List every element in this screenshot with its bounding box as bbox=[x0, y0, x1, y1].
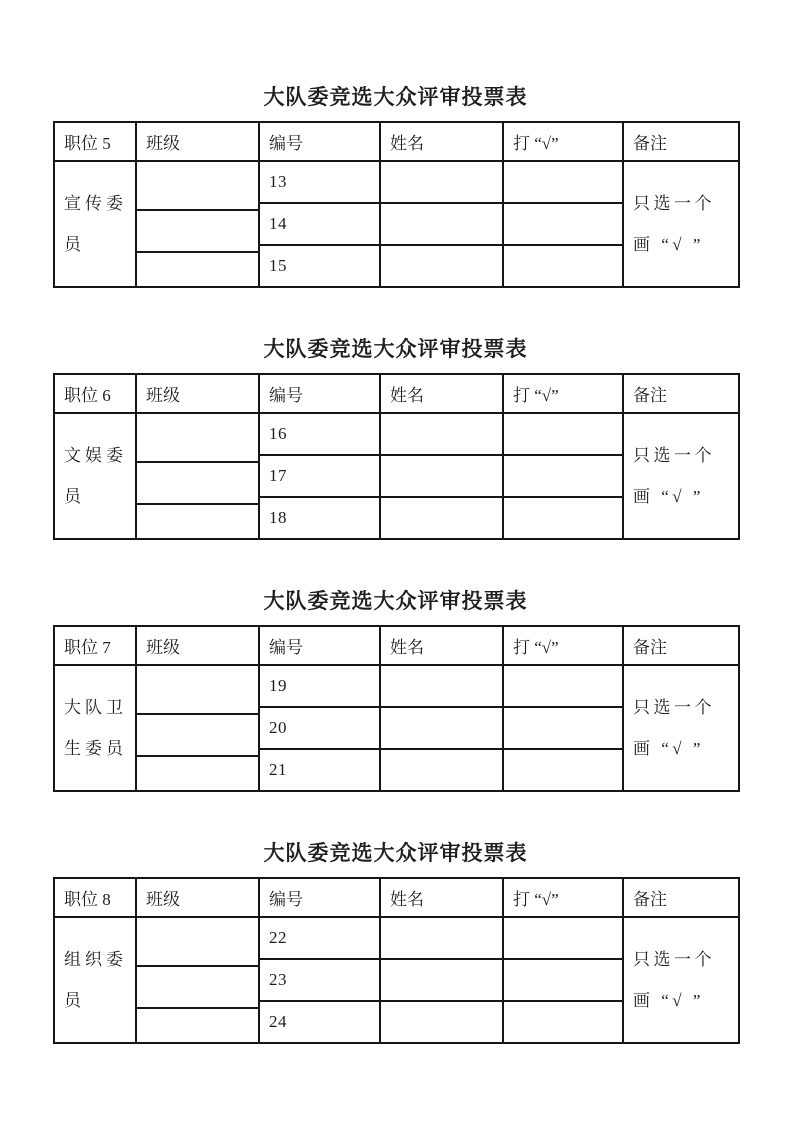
class-cell-divider bbox=[137, 503, 258, 505]
header-remark-cell: 备注 bbox=[623, 374, 739, 413]
vote-table-section-2 bbox=[53, 336, 738, 540]
class-cell-divider bbox=[137, 251, 258, 253]
header-tick-cell: 打 “√” bbox=[503, 626, 623, 665]
header-position-cell: 职位 8 bbox=[54, 878, 136, 917]
candidate-number-cell: 14 bbox=[259, 203, 380, 245]
remark-note-cell bbox=[623, 161, 739, 287]
header-class-cell: 班级 bbox=[136, 626, 259, 665]
header-name-cell: 姓名 bbox=[380, 122, 503, 161]
header-tick-cell: 打 “√” bbox=[503, 374, 623, 413]
voting-table bbox=[53, 373, 740, 540]
tick-fill-cell[interactable] bbox=[503, 1001, 623, 1043]
header-tick-cell: 打 “√” bbox=[503, 878, 623, 917]
class-fill-cell[interactable] bbox=[136, 413, 259, 539]
name-fill-cell[interactable] bbox=[380, 455, 503, 497]
remark-note-cell bbox=[623, 917, 739, 1043]
remark-line-2: 画 “√ ” bbox=[633, 991, 704, 1010]
remark-line-1: 只选一个 bbox=[633, 194, 715, 213]
header-name-cell: 姓名 bbox=[380, 878, 503, 917]
tick-fill-cell[interactable] bbox=[503, 161, 623, 203]
candidate-number-cell: 22 bbox=[259, 917, 380, 959]
class-cell-divider bbox=[137, 1007, 258, 1009]
header-class-cell: 班级 bbox=[136, 878, 259, 917]
name-fill-cell[interactable] bbox=[380, 203, 503, 245]
name-fill-cell[interactable] bbox=[380, 665, 503, 707]
class-cell-divider bbox=[137, 755, 258, 757]
name-fill-cell[interactable] bbox=[380, 707, 503, 749]
vote-table-section-4 bbox=[53, 840, 738, 1044]
tick-fill-cell[interactable] bbox=[503, 203, 623, 245]
name-fill-cell[interactable] bbox=[380, 1001, 503, 1043]
header-tick-cell: 打 “√” bbox=[503, 122, 623, 161]
candidate-number-cell: 21 bbox=[259, 749, 380, 791]
tick-fill-cell[interactable] bbox=[503, 749, 623, 791]
tick-fill-cell[interactable] bbox=[503, 917, 623, 959]
header-class-cell: 班级 bbox=[136, 122, 259, 161]
candidate-number-cell: 20 bbox=[259, 707, 380, 749]
table-title: 大队委竞选大众评审投票表 bbox=[263, 337, 528, 361]
remark-line-2: 画 “√ ” bbox=[633, 739, 704, 758]
name-fill-cell[interactable] bbox=[380, 917, 503, 959]
candidate-number-cell: 18 bbox=[259, 497, 380, 539]
header-remark-cell: 备注 bbox=[623, 878, 739, 917]
table-title: 大队委竞选大众评审投票表 bbox=[263, 589, 528, 613]
header-number-cell: 编号 bbox=[259, 878, 380, 917]
name-fill-cell[interactable] bbox=[380, 749, 503, 791]
class-cell-divider bbox=[137, 713, 258, 715]
name-fill-cell[interactable] bbox=[380, 959, 503, 1001]
remark-line-2: 画 “√ ” bbox=[633, 235, 704, 254]
name-fill-cell[interactable] bbox=[380, 161, 503, 203]
tick-fill-cell[interactable] bbox=[503, 665, 623, 707]
position-name-cell: 文娱委员 bbox=[54, 413, 136, 539]
header-remark-cell: 备注 bbox=[623, 626, 739, 665]
tick-fill-cell[interactable] bbox=[503, 707, 623, 749]
tick-fill-cell[interactable] bbox=[503, 497, 623, 539]
voting-table bbox=[53, 121, 740, 288]
header-name-cell: 姓名 bbox=[380, 626, 503, 665]
header-position-cell: 职位 6 bbox=[54, 374, 136, 413]
class-cell-divider bbox=[137, 209, 258, 211]
candidate-number-cell: 19 bbox=[259, 665, 380, 707]
class-cell-divider bbox=[137, 461, 258, 463]
header-class-cell: 班级 bbox=[136, 374, 259, 413]
header-number-cell: 编号 bbox=[259, 122, 380, 161]
vote-table-section-3 bbox=[53, 588, 738, 792]
remark-note-cell bbox=[623, 413, 739, 539]
tick-fill-cell[interactable] bbox=[503, 455, 623, 497]
header-position-cell: 职位 5 bbox=[54, 122, 136, 161]
name-fill-cell[interactable] bbox=[380, 497, 503, 539]
vote-table-section-1 bbox=[53, 84, 738, 288]
candidate-number-cell: 17 bbox=[259, 455, 380, 497]
remark-line-2: 画 “√ ” bbox=[633, 487, 704, 506]
candidate-number-cell: 15 bbox=[259, 245, 380, 287]
tick-fill-cell[interactable] bbox=[503, 413, 623, 455]
voting-table bbox=[53, 877, 740, 1044]
name-fill-cell[interactable] bbox=[380, 245, 503, 287]
position-name-cell: 大队卫生委员 bbox=[54, 665, 136, 791]
header-number-cell: 编号 bbox=[259, 374, 380, 413]
header-remark-cell: 备注 bbox=[623, 122, 739, 161]
class-cell-divider bbox=[137, 965, 258, 967]
tick-fill-cell[interactable] bbox=[503, 245, 623, 287]
tick-fill-cell[interactable] bbox=[503, 959, 623, 1001]
class-fill-cell[interactable] bbox=[136, 665, 259, 791]
candidate-number-cell: 24 bbox=[259, 1001, 380, 1043]
position-name-cell: 宣传委员 bbox=[54, 161, 136, 287]
table-title: 大队委竞选大众评审投票表 bbox=[263, 841, 528, 865]
class-fill-cell[interactable] bbox=[136, 917, 259, 1043]
candidate-number-cell: 23 bbox=[259, 959, 380, 1001]
class-fill-cell[interactable] bbox=[136, 161, 259, 287]
candidate-number-cell: 13 bbox=[259, 161, 380, 203]
voting-table bbox=[53, 625, 740, 792]
remark-line-1: 只选一个 bbox=[633, 950, 715, 969]
header-position-cell: 职位 7 bbox=[54, 626, 136, 665]
name-fill-cell[interactable] bbox=[380, 413, 503, 455]
remark-line-1: 只选一个 bbox=[633, 698, 715, 717]
position-name-cell: 组织委员 bbox=[54, 917, 136, 1043]
candidate-number-cell: 16 bbox=[259, 413, 380, 455]
header-number-cell: 编号 bbox=[259, 626, 380, 665]
remark-line-1: 只选一个 bbox=[633, 446, 715, 465]
table-title: 大队委竞选大众评审投票表 bbox=[263, 85, 528, 109]
header-name-cell: 姓名 bbox=[380, 374, 503, 413]
remark-note-cell bbox=[623, 665, 739, 791]
